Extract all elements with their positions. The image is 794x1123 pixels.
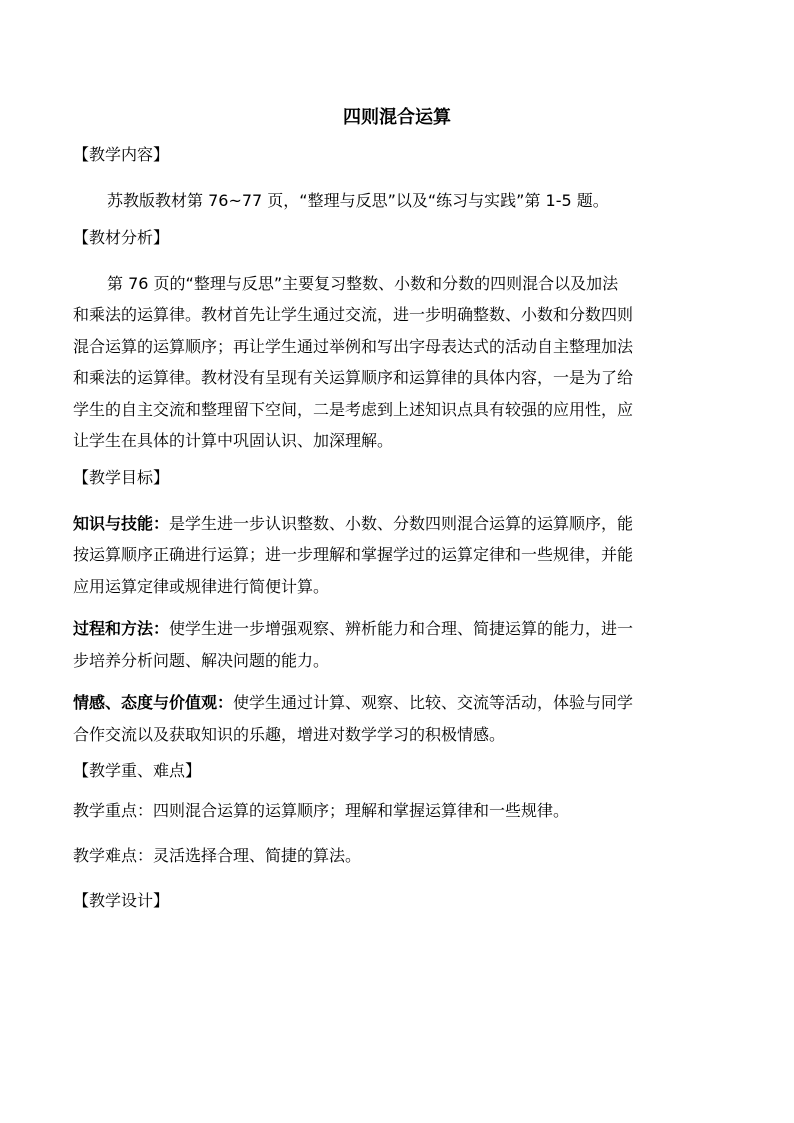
key-point-text: 教学重点：四则混合运算的运算顺序；理解和掌握运算律和一些规律。 [73,801,570,820]
heading-teaching-content: 【教学内容】 [73,145,170,164]
text-line: 步培养分析问题、解决问题的能力。 [73,650,330,670]
text-line: 应用运算定律或规律进行简便计算。 [73,576,330,596]
text-line: 苏教版教材第 76~77 页，“整理与反思”以及“练习与实践”第 1-5 题。 [107,191,609,210]
goal-text: 使学生通过计算、观察、比较、交流等活动，体验与同学 [233,693,634,712]
goal-text: 使学生进一步增强观察、辨析能力和合理、简捷运算的能力，进一 [169,619,634,638]
heading-teaching-goals: 【教学目标】 [73,467,170,487]
goal-knowledge-skills [73,508,721,603]
material-analysis-text [73,268,721,457]
text-line [73,508,721,540]
text-line [73,687,721,719]
text-line: 按运算顺序正确进行运算；进一步理解和掌握学过的运算定律和一些规律，并能 [73,545,634,564]
text-line: 学生的自主交流和整理留下空间，二是考虑到上述知识点具有较强的应用性，应 [73,399,634,419]
goal-text: 是学生进一步认识整数、小数、分数四则混合运算的运算顺序，能 [169,513,634,533]
text-line: 第 76 页的“整理与反思”主要复习整数、小数和分数的四则混合以及加法 [107,273,619,293]
heading-key-difficult-points: 【教学重、难点】 [73,761,202,780]
text-line [73,613,721,645]
goal-label: 情感、态度与价值观： [73,693,234,712]
text-line: 让学生在具体的计算中巩固认识、加深理解。 [73,431,394,450]
heading-material-analysis: 【教材分析】 [73,227,170,247]
text-line: 和乘法的运算律。教材没有呈现有关运算顺序和运算律的具体内容，一是为了给 [73,368,634,387]
document-title: 四则混合运算 [343,107,451,128]
text-line: 混合运算的运算顺序；再让学生通过举例和写出字母表达式的活动自主整理加法 [73,336,634,356]
difficult-point-text: 教学难点：灵活选择合理、简捷的算法。 [73,846,362,865]
goal-process-methods [73,613,721,676]
text-line: 合作交流以及获取知识的乐趣，增进对数学学习的积极情感。 [73,724,506,744]
goal-label: 过程和方法： [73,619,170,638]
goal-label: 知识与技能： [73,513,170,533]
goal-emotion-values [73,687,721,750]
teaching-content-text [73,185,721,217]
heading-teaching-design: 【教学设计】 [73,891,170,910]
text-line: 和乘法的运算律。教材首先让学生通过交流，进一步明确整数、小数和分数四则 [73,305,634,324]
